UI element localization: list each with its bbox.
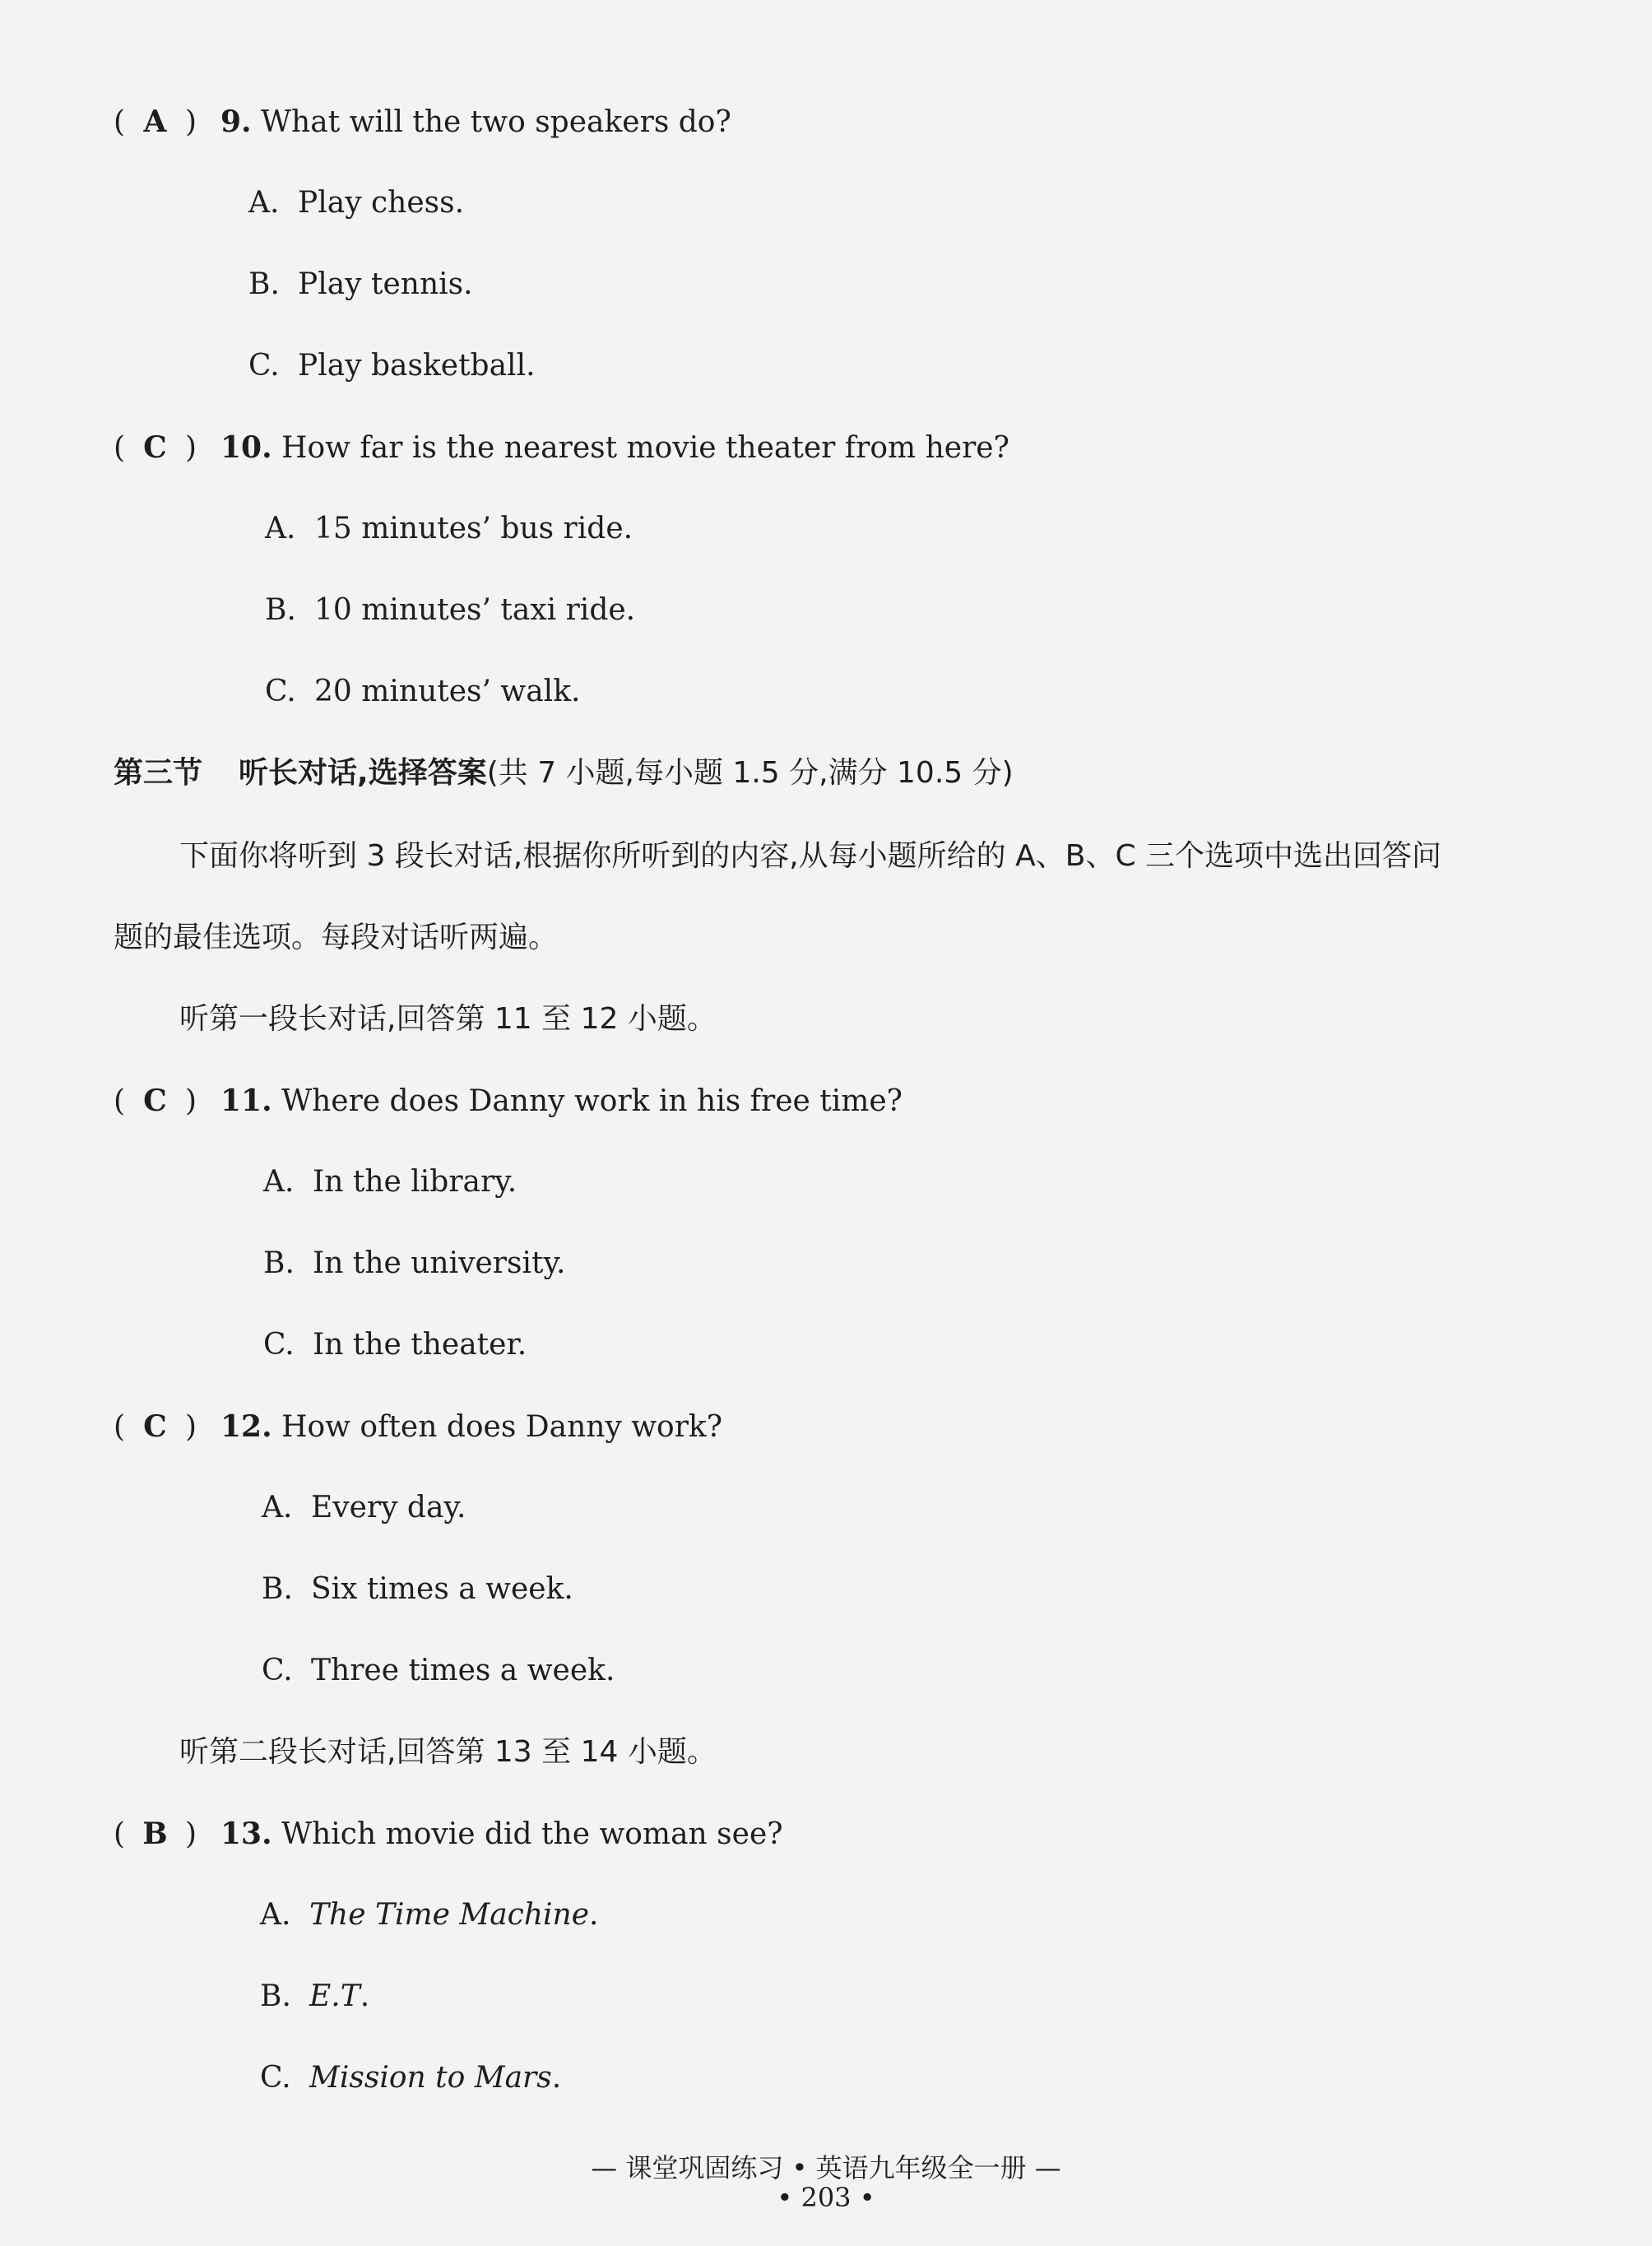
dialog-1-instruction: 听第一段长对话,回答第 11 至 12 小题。 [179,1002,717,1036]
question-number: 9. [220,104,252,139]
section-header [114,753,1014,794]
option-9b: B. Play tennis. [248,267,473,301]
option-12c: C. Three times a week. [262,1654,615,1687]
question-13: ( B ) 13. Which movie did the woman see? [114,1813,783,1855]
question-text: Where does Danny work in his free time? [281,1084,903,1118]
dialog-2-instruction: 听第二段长对话,回答第 13 至 14 小题。 [179,1735,717,1769]
option-10c: C. 20 minutes’ walk. [265,675,581,708]
option-13a: A. The Time Machine. [260,1898,599,1932]
question-12: ( C ) 12. How often does Danny work? [114,1406,722,1448]
option-10b: B. 10 minutes’ taxi ride. [265,593,636,627]
question-number: 12. [220,1409,272,1444]
question-text: Which movie did the woman see? [281,1817,783,1851]
question-text: How far is the nearest movie theater from here? [281,431,1009,465]
page-number: • 203 • [777,2182,875,2213]
question-text: How often does Danny work? [281,1410,723,1444]
question-text: What will the two speakers do? [261,105,731,139]
section-note: (共 7 小题,每小题 1.5 分,满分 10.5 分) [486,756,1014,790]
question-11: ( C ) 11. Where does Danny work in his free time? [114,1080,903,1122]
option-10a: A. 15 minutes’ bus ride. [265,512,633,545]
option-11c: C. In the theater. [263,1328,527,1362]
option-9c: C. Play basketball. [248,349,536,383]
question-number: 11. [220,1084,272,1118]
option-9a: A. Play chess. [248,186,465,220]
question-10: ( C ) 10. How far is the nearest movie theater from here? [114,427,1009,469]
instruction-line-2: 题的最佳选项。每段对话听两遍。 [114,921,559,954]
option-12a: A. Every day. [262,1491,466,1524]
answer-13: B [142,1817,168,1851]
option-11a: A. In the library. [263,1165,517,1199]
section-number: 第三节 [114,756,203,790]
option-12b: B. Six times a week. [262,1572,573,1606]
option-13b: B. E.T. [260,1979,370,2013]
answer-12: C [143,1409,167,1444]
footer-book-title: — 课堂巩固练习 • 英语九年级全一册 — [591,2152,1061,2183]
option-13c: C. Mission to Mars. [260,2061,562,2095]
question-number: 10. [220,430,272,465]
section-title: 听长对话,选择答案 [239,756,487,790]
instruction-line-1: 下面你将听到 3 段长对话,根据你所听到的内容,从每小题所给的 A、B、C 三个选项中选出回答问 [179,839,1442,873]
question-9: ( A ) 9. What will the two speakers do? [114,101,731,143]
answer-11: C [143,1084,167,1118]
answer-10: C [143,430,167,465]
question-number: 13. [220,1817,272,1851]
answer-9: A [143,104,167,139]
option-11b: B. In the university. [263,1246,566,1280]
